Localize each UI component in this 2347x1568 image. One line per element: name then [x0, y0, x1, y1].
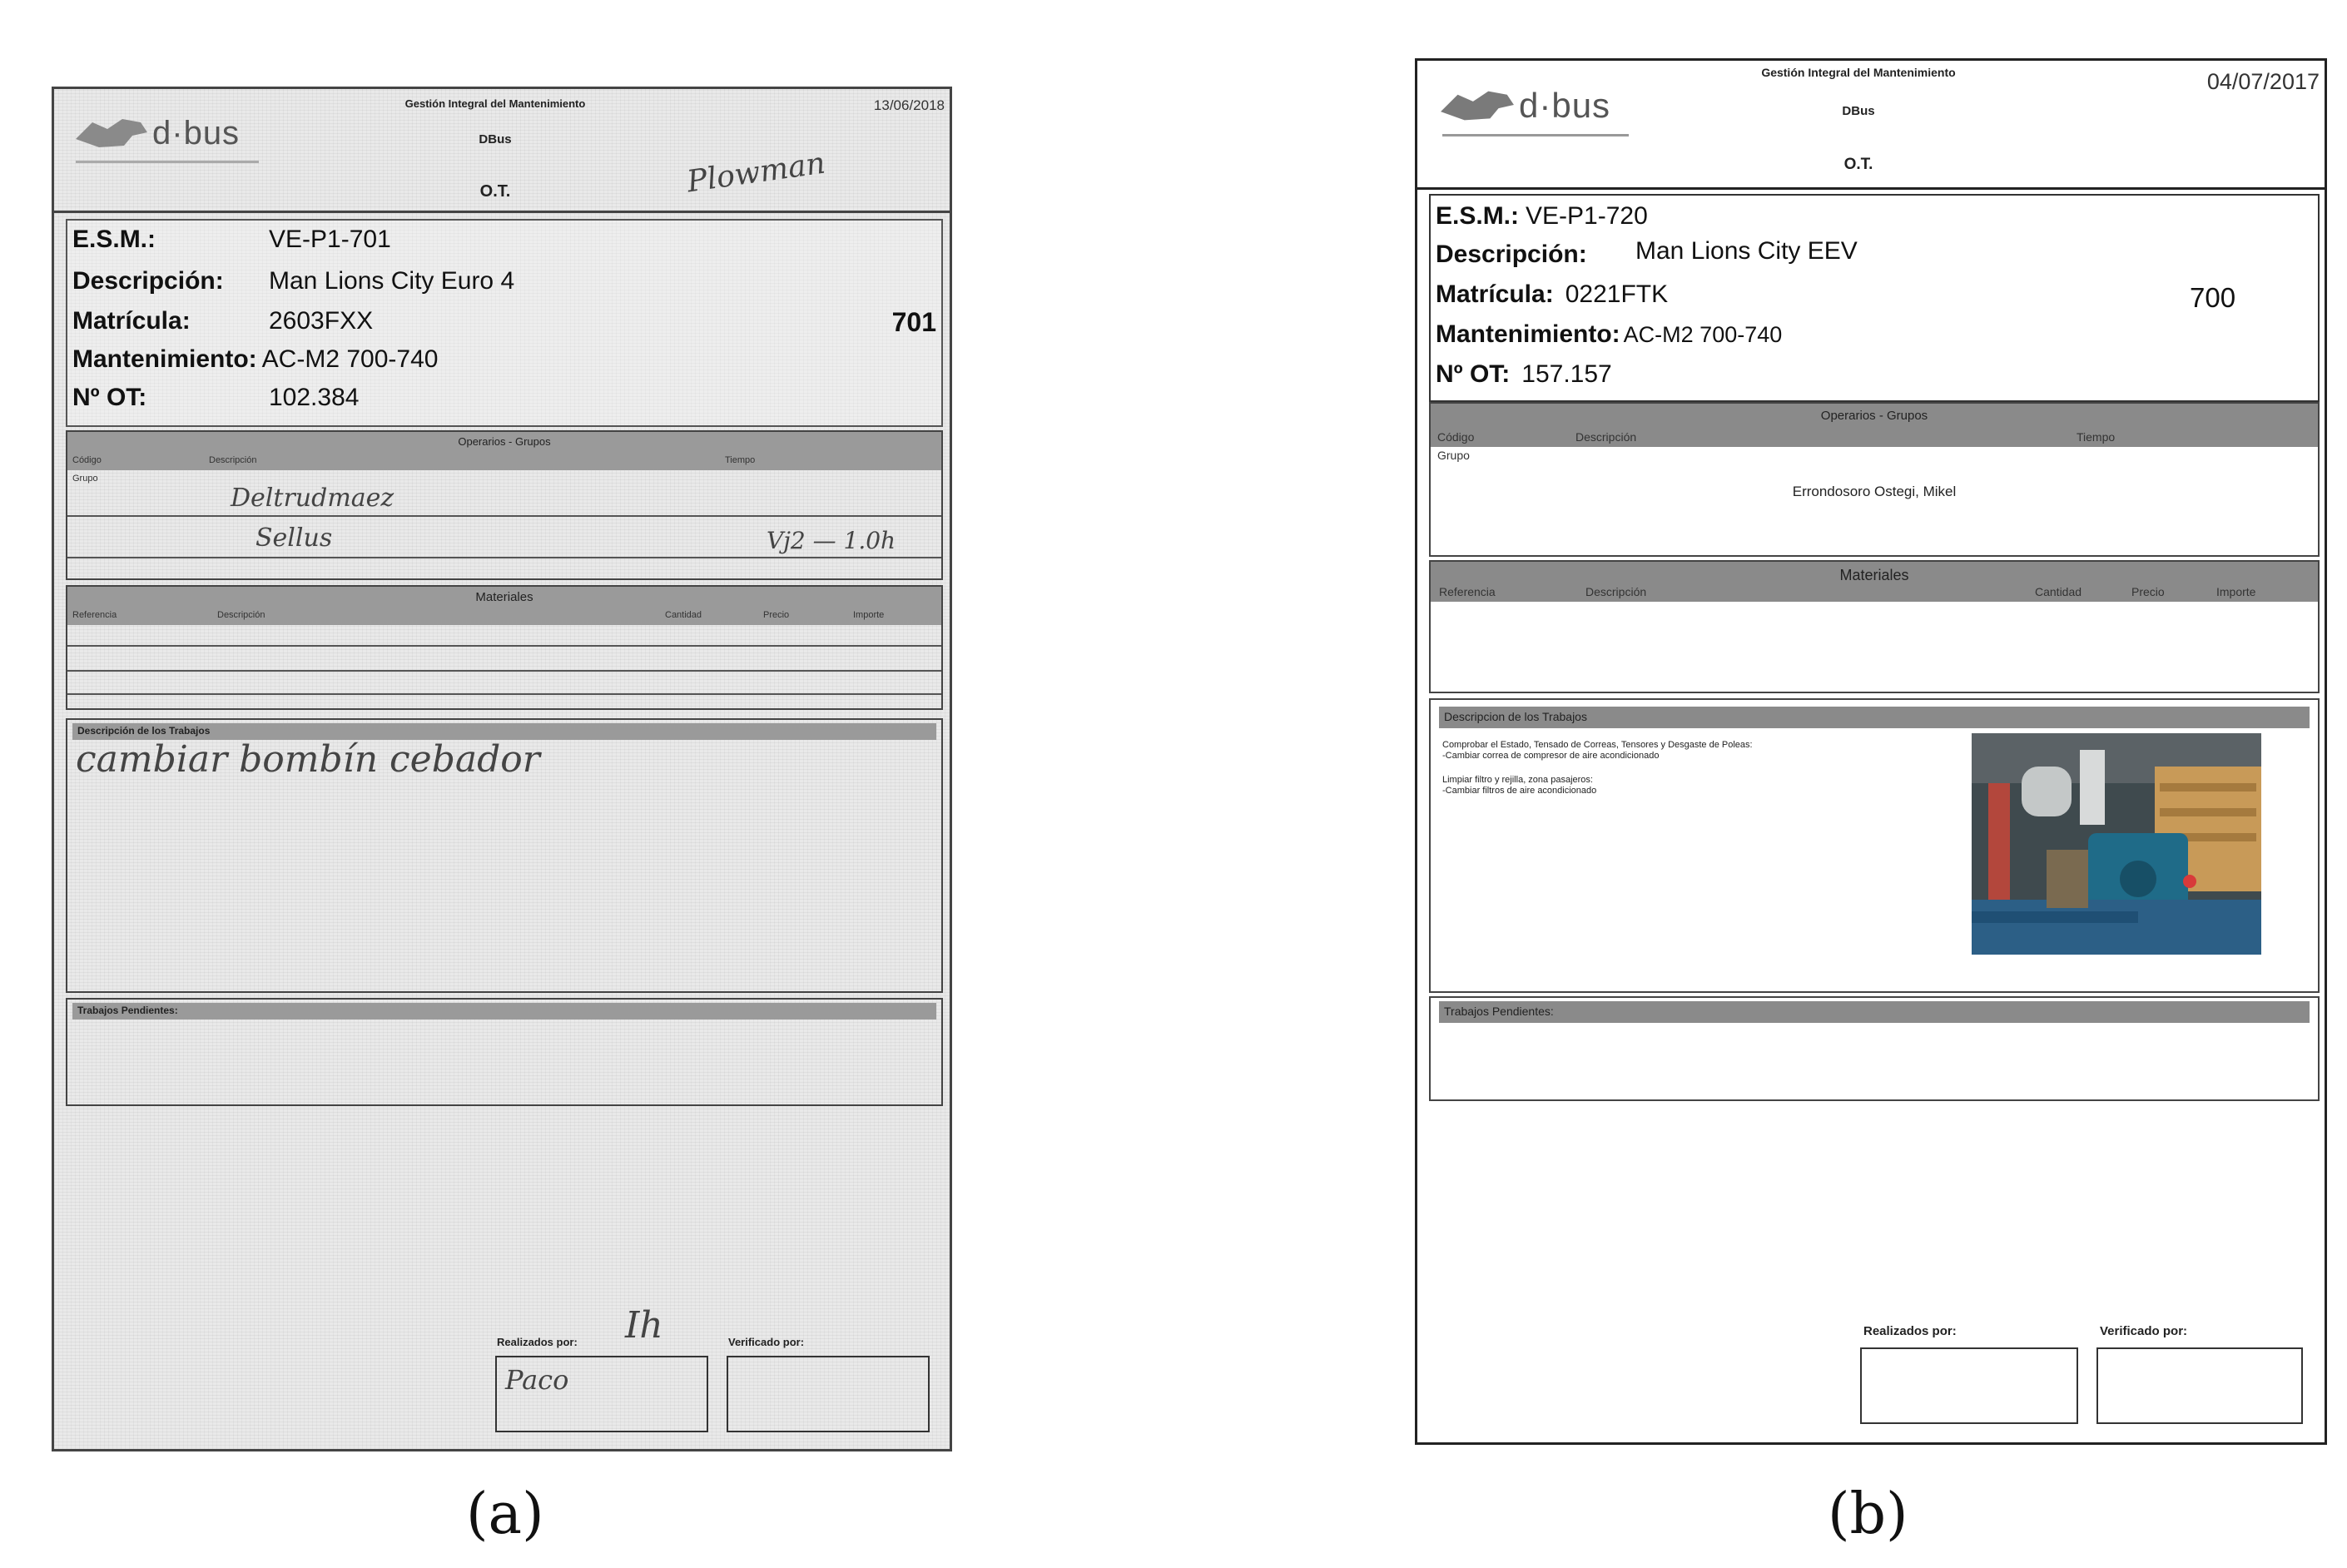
handwritten-work-description: cambiar bombín cebador	[76, 738, 540, 781]
pendientes-section	[1429, 996, 2320, 1101]
description-value: Man Lions City EEV	[1635, 237, 1858, 265]
materiales-title: Materiales	[1839, 567, 1909, 583]
maintenance-value: AC-M2 700-740	[1623, 322, 1783, 347]
verificado-box	[727, 1356, 930, 1432]
handwritten-signature-2: Paco	[505, 1364, 569, 1396]
col-tiempo: Tiempo	[2077, 430, 2116, 444]
esm-label: E.S.M.:	[1436, 202, 1520, 230]
work-line-4: -Cambiar filtros de aire acondicionado	[1442, 786, 1597, 796]
pendientes-title: Trabajos Pendientes:	[77, 1005, 178, 1016]
ot-value: 102.384	[269, 384, 360, 411]
pendientes-title: Trabajos Pendientes:	[1444, 1005, 1554, 1018]
operarios-title: Operarios - Grupos	[1820, 409, 1928, 423]
dbus-logo	[74, 114, 240, 152]
col-descripcion: Descripción	[1585, 585, 1647, 598]
engine-bay-photo	[1972, 733, 2261, 955]
operarios-title: Operarios - Grupos	[458, 435, 551, 448]
materiales-title: Materiales	[475, 590, 533, 604]
group-label: Grupo	[1437, 449, 1470, 462]
materiales-section	[66, 585, 943, 710]
plate-value: 2603FXX	[269, 307, 374, 335]
operarios-section	[66, 430, 943, 580]
work-line-2: -Cambiar correa de compresor de aire acondicionado	[1442, 751, 1660, 761]
col-codigo: Código	[72, 455, 102, 465]
bird-logo-icon	[74, 114, 149, 152]
materiales-section	[1429, 560, 2320, 693]
maintenance-value: AC-M2 700-740	[261, 345, 439, 373]
ot-label: Nº OT:	[1436, 360, 1511, 388]
handwritten-operario-1: Deltrudmaez	[231, 484, 394, 513]
description-value: Man Lions City Euro 4	[269, 267, 515, 295]
trabajos-section	[66, 718, 943, 993]
dbus-logo	[1439, 86, 1610, 126]
col-descripcion: Descripción	[1575, 430, 1637, 444]
header-ot: O.T.	[1843, 156, 1873, 173]
description-label: Descripción:	[72, 267, 224, 295]
verificado-label: Verificado por:	[2100, 1324, 2188, 1338]
verificado-box	[2096, 1347, 2303, 1424]
handwritten-note: Plowman	[684, 146, 828, 200]
plate-label: Matrícula:	[1436, 280, 1554, 308]
vehicle-info-box	[66, 219, 943, 427]
header	[54, 89, 950, 213]
col-tiempo: Tiempo	[725, 455, 756, 465]
vehicle-info-box	[1429, 194, 2320, 402]
unit-number: 701	[891, 307, 936, 337]
header-company: DBus	[479, 132, 512, 146]
maintenance-label: Mantenimiento:	[1436, 320, 1620, 348]
logo-subtitle-line	[1442, 134, 1629, 136]
scanned-work-order-a	[52, 87, 952, 1451]
pendientes-section	[66, 998, 943, 1106]
realizados-label: Realizados por:	[1863, 1324, 1957, 1338]
trabajos-title: Descripción de los Trabajos	[77, 725, 211, 737]
col-codigo: Código	[1437, 430, 1475, 444]
header-date: 13/06/2018	[873, 97, 945, 113]
col-cantidad: Cantidad	[665, 610, 702, 620]
ot-label: Nº OT:	[72, 384, 147, 411]
caption-a: (a)	[466, 1481, 544, 1547]
verificado-label: Verificado por:	[728, 1336, 805, 1348]
ot-value: 157.157	[1521, 360, 1612, 388]
col-descripcion: Descripción	[209, 455, 257, 465]
esm-value: VE-P1-701	[269, 226, 391, 253]
col-descripcion: Descripción	[217, 610, 265, 620]
col-referencia: Referencia	[1439, 585, 1496, 598]
header-date: 04/07/2017	[2206, 69, 2320, 94]
trabajos-title: Descripcion de los Trabajos	[1444, 710, 1587, 723]
handwritten-signature-1: Ih	[625, 1304, 663, 1347]
plate-label: Matrícula:	[72, 307, 191, 335]
col-importe: Importe	[2216, 585, 2256, 598]
esm-label: E.S.M.:	[72, 226, 156, 253]
unit-number: 700	[2190, 282, 2236, 313]
work-line-1: Comprobar el Estado, Tensado de Correas, Tensores y Desgaste de Poleas:	[1442, 740, 1753, 750]
trabajos-section	[1429, 698, 2320, 993]
header-company: DBus	[1842, 104, 1875, 118]
realizados-box	[1860, 1347, 2078, 1424]
header-system-name: Gestión Integral del Mantenimiento	[1761, 66, 1956, 79]
group-label: Grupo	[72, 474, 98, 484]
col-precio: Precio	[2131, 585, 2165, 598]
operario-name: Errondosoro Ostegi, Mikel	[1792, 484, 1957, 499]
operarios-section	[1429, 402, 2320, 557]
col-importe: Importe	[853, 610, 885, 620]
maintenance-label: Mantenimiento:	[72, 345, 257, 373]
description-label: Descripción:	[1436, 241, 1587, 268]
work-line-3: Limpiar filtro y rejilla, zona pasajeros:	[1442, 775, 1593, 785]
header-system-name: Gestión Integral del Mantenimiento	[404, 97, 586, 110]
col-referencia: Referencia	[72, 610, 117, 620]
header-ot: O.T.	[479, 182, 511, 201]
realizados-label: Realizados por:	[497, 1336, 578, 1348]
logo-text: d·bus	[1519, 86, 1611, 125]
col-precio: Precio	[763, 610, 790, 620]
handwritten-time: Vj2 — 1.0h	[767, 527, 896, 554]
logo-subtitle-line	[76, 161, 259, 163]
logo-text: d·bus	[152, 114, 241, 151]
handwritten-operario-2: Sellus	[256, 523, 333, 553]
bird-logo-icon	[1439, 86, 1516, 126]
caption-b: (b)	[1828, 1481, 1908, 1547]
esm-value: VE-P1-720	[1526, 202, 1648, 230]
col-cantidad: Cantidad	[2035, 585, 2082, 598]
digital-work-order-b	[1415, 58, 2327, 1445]
header	[1417, 61, 2325, 190]
realizados-box	[495, 1356, 708, 1432]
plate-value: 0221FTK	[1565, 280, 1669, 308]
